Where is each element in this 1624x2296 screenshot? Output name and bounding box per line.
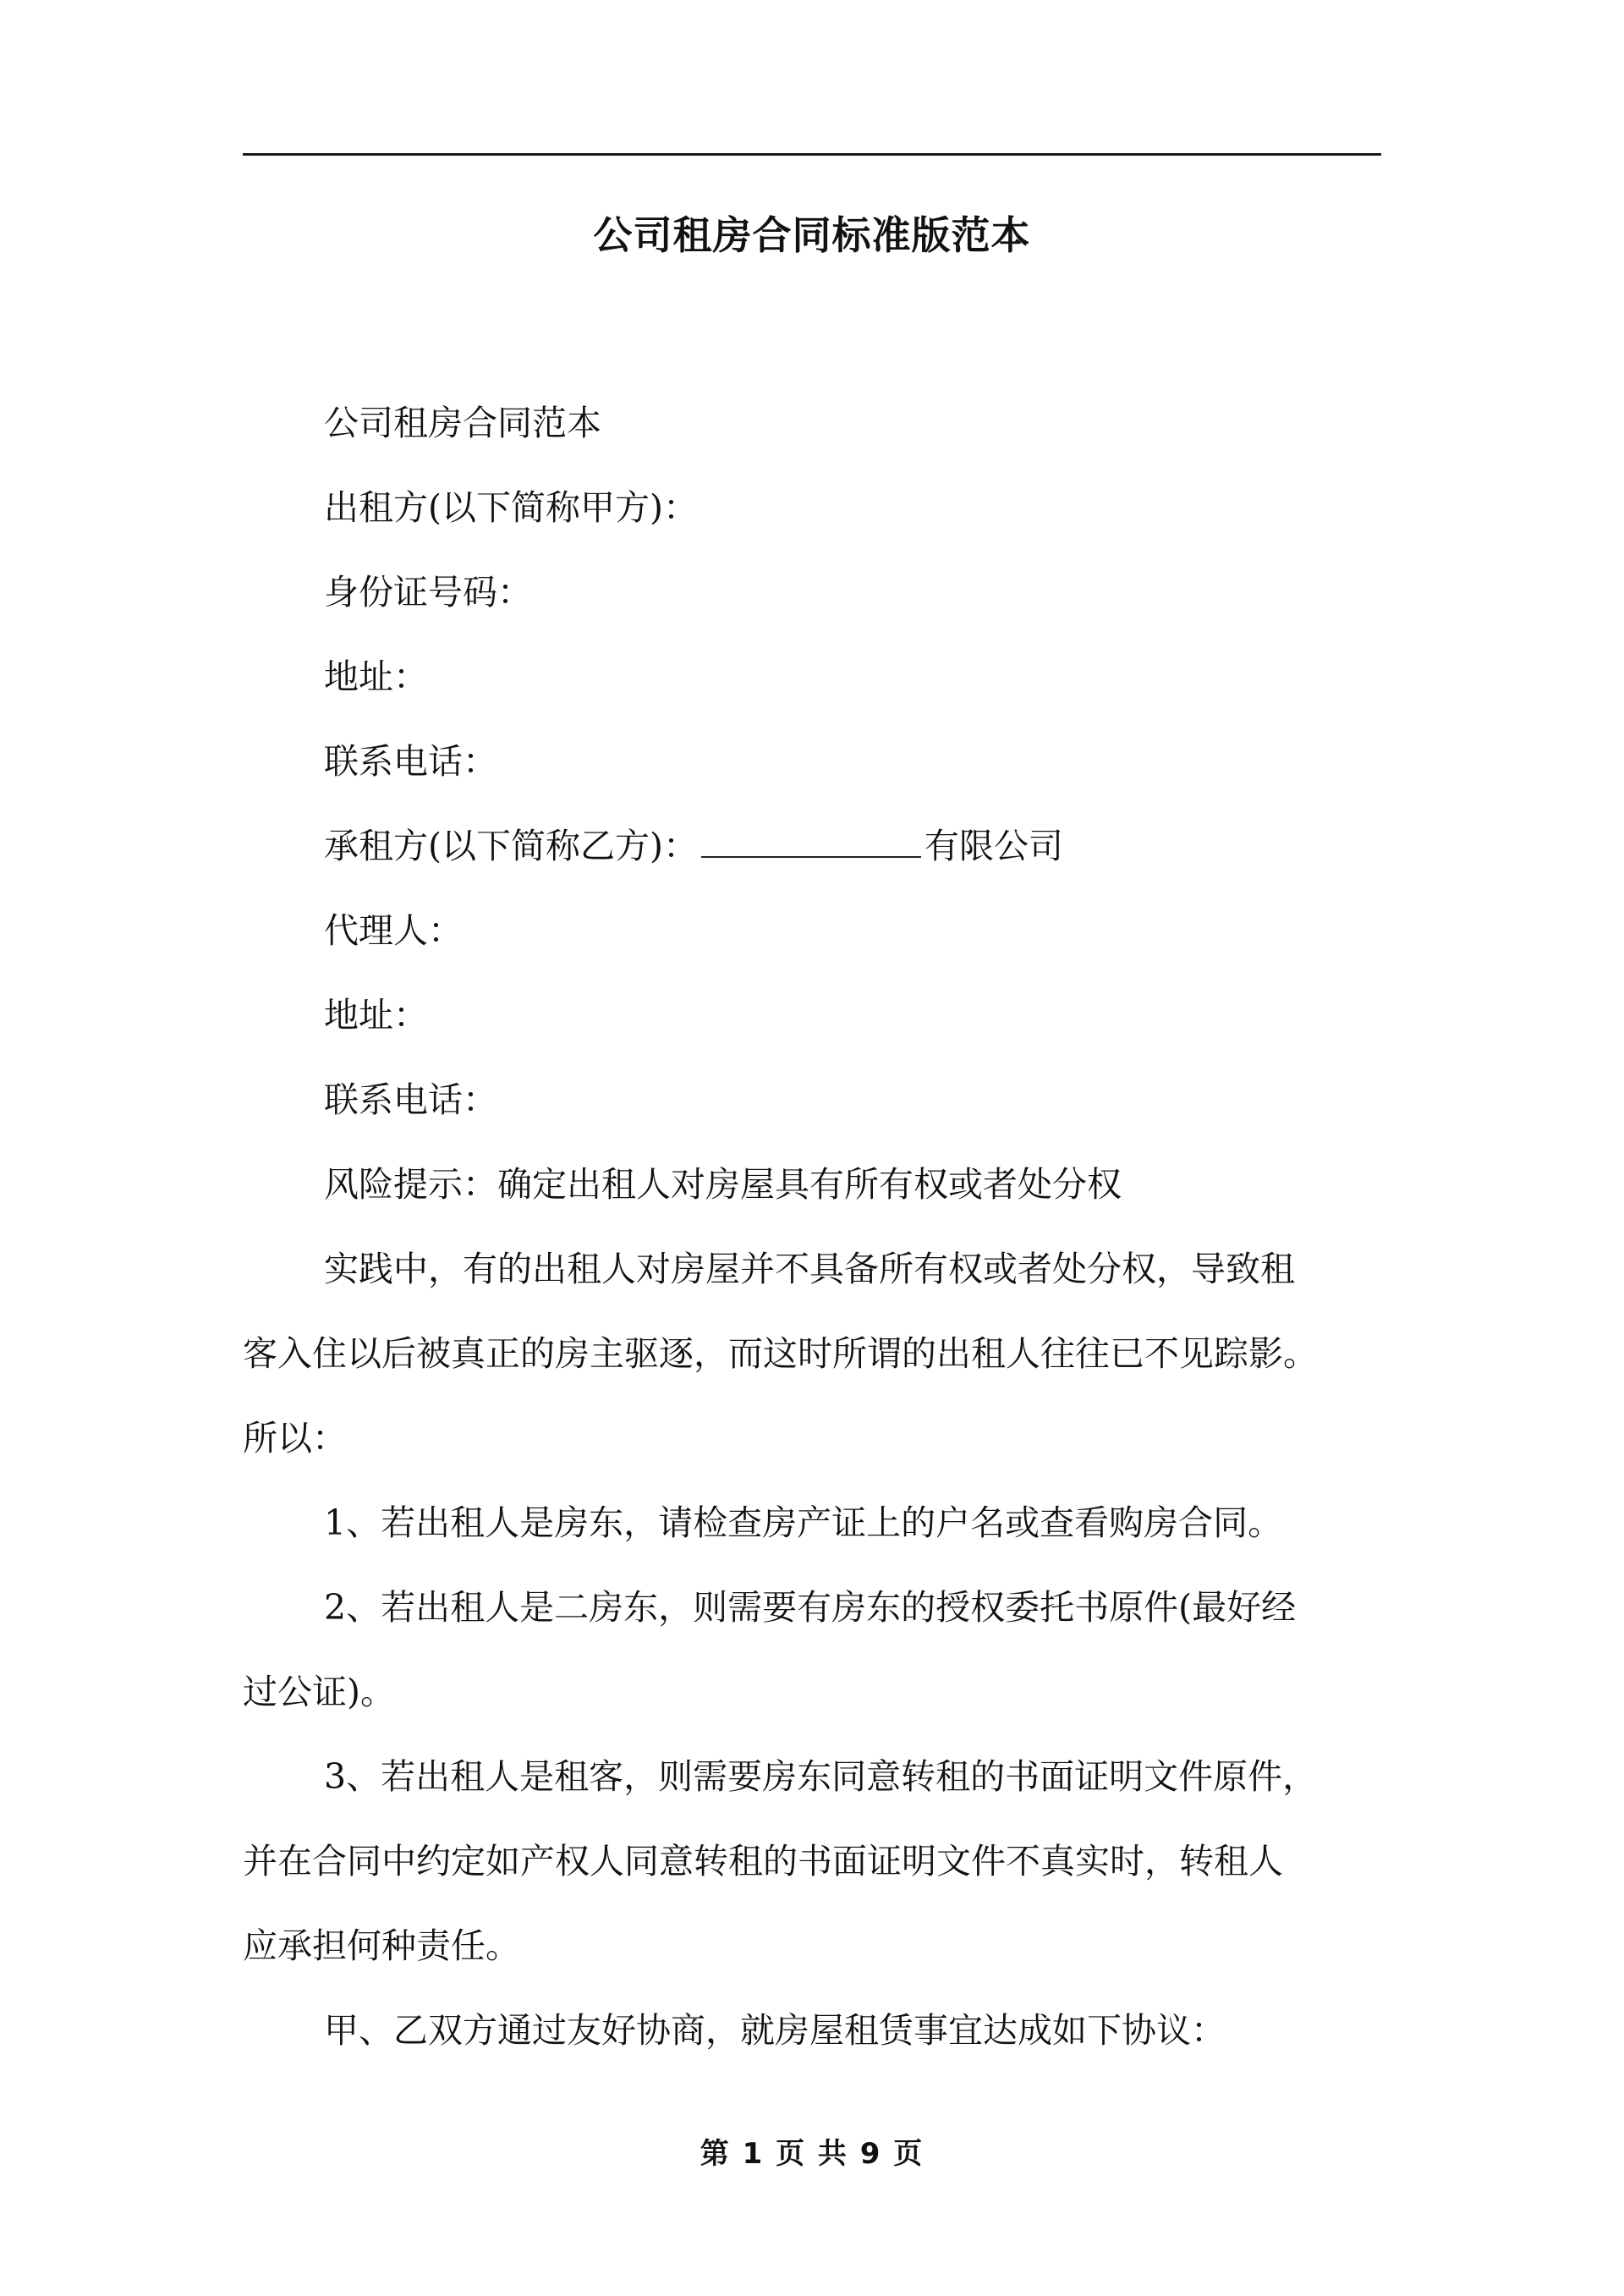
document-body — [243, 381, 1385, 2073]
list-item-continuation: 应承担何种责任。 — [243, 1925, 520, 1966]
lessor-line: 出租方(以下简称甲方)： — [324, 487, 698, 528]
document-title: 公司租房合同标准版范本 — [593, 212, 1031, 258]
lessee-line — [243, 804, 1385, 888]
lessee-phone-line: 联系电话： — [324, 1079, 497, 1120]
company-name-blank — [701, 829, 921, 858]
lessee-suffix: 有限公司 — [924, 826, 1063, 866]
lessor-phone-line: 联系电话： — [324, 741, 497, 782]
agent-line: 代理人： — [324, 910, 463, 951]
lessor-address-line: 地址： — [324, 656, 428, 697]
list-item: 3、若出租人是租客，则需要房东同意转租的书面证明文件原件， — [324, 1756, 1318, 1797]
lessee-address-line: 地址： — [324, 995, 428, 1035]
list-item: 1、若出租人是房东，请检查房产证上的户名或查看购房合同。 — [324, 1502, 1283, 1543]
list-item-continuation: 过公证)。 — [243, 1672, 395, 1712]
id-number-line: 身份证号码： — [324, 572, 532, 612]
paragraph-line: 实践中，有的出租人对房屋并不具备所有权或者处分权，导致租 — [324, 1249, 1295, 1289]
lessee-label: 承租方(以下简称乙方)： — [324, 826, 698, 866]
contract-subtitle: 公司租房合同范本 — [324, 403, 601, 443]
paragraph-line: 所以： — [243, 1418, 347, 1458]
risk-notice-heading: 风险提示：确定出租人对房屋具有所有权或者处分权 — [324, 1164, 1122, 1205]
list-item: 2、若出租人是二房东，则需要有房东的授权委托书原件(最好经 — [324, 1587, 1297, 1628]
list-item-continuation: 并在合同中约定如产权人同意转租的书面证明文件不真实时，转租人 — [243, 1841, 1283, 1881]
paragraph-line: 客入住以后被真正的房主驱逐，而这时所谓的出租人往往已不见踪影。 — [243, 1333, 1318, 1374]
header-rule — [243, 153, 1381, 156]
agreement-intro: 甲、乙双方通过友好协商，就房屋租赁事宜达成如下协议： — [324, 2010, 1226, 2051]
page-number: 第 1 页 共 9 页 — [700, 2137, 924, 2171]
